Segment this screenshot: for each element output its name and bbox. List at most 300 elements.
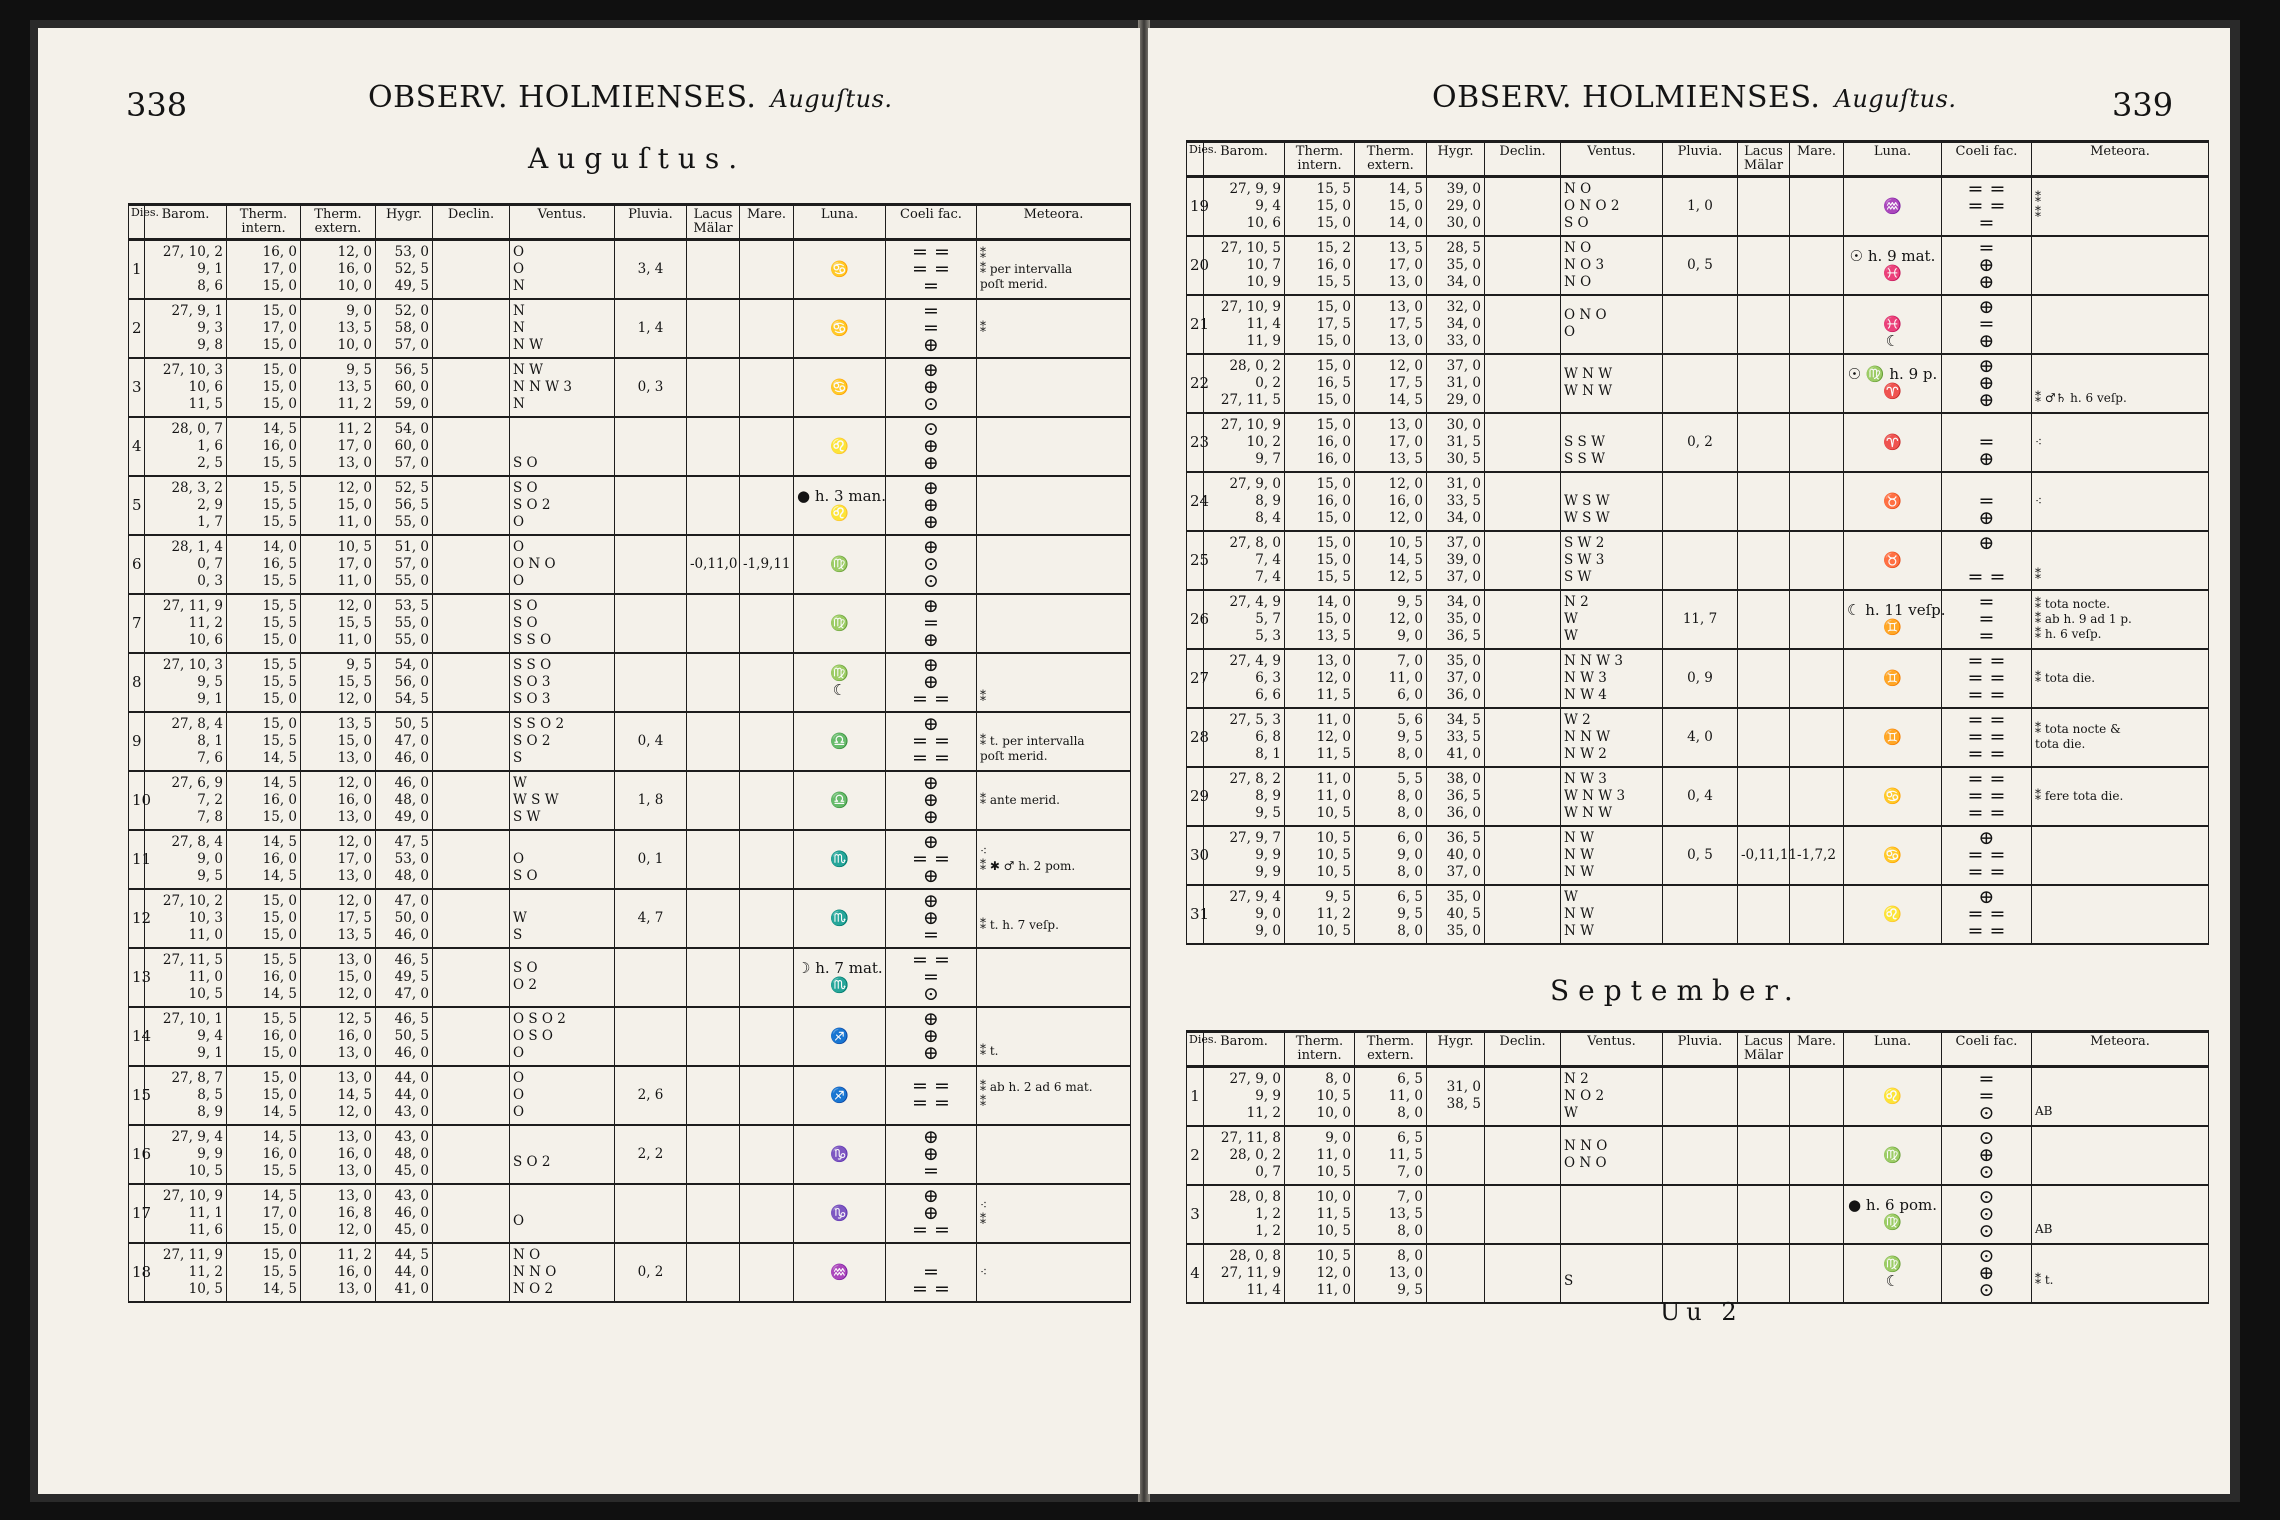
declin-cell	[1485, 767, 1561, 826]
header-mare: Mare.	[1790, 1032, 1844, 1067]
mare-cell	[740, 889, 794, 948]
mare-cell	[740, 771, 794, 830]
therm-intern-cell: 15, 0 15, 0 15, 5	[1285, 531, 1355, 590]
therm-extern-cell: 13, 0 17, 5 13, 0	[1355, 295, 1427, 354]
header-coeli: Coeli fac.	[1942, 1032, 2032, 1067]
lacus-cell	[1738, 885, 1790, 944]
header-lacus: Lacus Mälar	[1738, 1032, 1790, 1067]
luna-cell: ☽ h. 7 mat. ♏	[794, 948, 886, 1007]
ventus-cell: O S O	[510, 830, 615, 889]
mare-cell	[740, 417, 794, 476]
therm-intern-cell: 9, 0 11, 0 10, 5	[1285, 1126, 1355, 1185]
table-row	[129, 240, 1131, 299]
luna-cell: ♍ ☾	[794, 653, 886, 712]
pluvia-cell: 0, 2	[1663, 413, 1738, 472]
mare-cell	[1790, 1185, 1844, 1244]
hygr-cell: 52, 0 58, 0 57, 0	[376, 299, 433, 358]
luna-cell: ♋	[1844, 767, 1942, 826]
table-row	[1187, 354, 2209, 413]
pluvia-cell	[615, 594, 687, 653]
ventus-cell: W 2 N N W N W 2	[1561, 708, 1663, 767]
declin-cell	[433, 830, 510, 889]
header-barom: Barom.	[145, 205, 227, 240]
mare-cell	[740, 830, 794, 889]
meteora-cell: ⁑ ♂♄ h. 6 veſp.	[2032, 354, 2209, 413]
meteora-cell: ⁑ tota die.	[2032, 649, 2209, 708]
luna-cell: ♍	[794, 594, 886, 653]
lacus-cell	[1738, 1067, 1790, 1126]
coeli-cell: ⊕ = =	[1942, 531, 2032, 590]
hygr-cell: 34, 5 33, 5 41, 0	[1427, 708, 1485, 767]
barom-cell: 27, 11, 8 28, 0, 2 0, 7	[1204, 1126, 1285, 1185]
pluvia-cell	[615, 1184, 687, 1243]
hygr-cell: 54, 0 56, 0 54, 5	[376, 653, 433, 712]
meteora-cell: ⁑	[977, 653, 1131, 712]
barom-cell: 27, 11, 9 11, 2 10, 5	[145, 1243, 227, 1302]
ventus-cell: S S W S S W	[1561, 413, 1663, 472]
coeli-cell: ⊕ = = = =	[886, 712, 977, 771]
lacus-cell	[687, 830, 740, 889]
meteora-cell: ⁖	[977, 1243, 1131, 1302]
barom-cell: 27, 9, 0 8, 9 8, 4	[1204, 472, 1285, 531]
therm-extern-cell: 10, 5 14, 5 12, 5	[1355, 531, 1427, 590]
coeli-cell: ⊕ = = = =	[1942, 885, 2032, 944]
table-row	[129, 594, 1131, 653]
barom-cell: 27, 10, 1 9, 4 9, 1	[145, 1007, 227, 1066]
lacus-cell: -0,11,11	[1738, 826, 1790, 885]
pluvia-cell	[1663, 354, 1738, 413]
dies-cell: 25	[1187, 531, 1204, 590]
mare-cell	[1790, 767, 1844, 826]
dies-cell: 3	[1187, 1185, 1204, 1244]
meteora-cell: ⁑ tota nocte. ⁑ ab h. 9 ad 1 p. ⁑ h. 6 veſp.	[2032, 590, 2209, 649]
header-declin: Declin.	[433, 205, 510, 240]
barom-cell: 27, 4, 9 5, 7 5, 3	[1204, 590, 1285, 649]
ventus-cell: O S O 2 O S O O	[510, 1007, 615, 1066]
header-coeli: Coeli fac.	[886, 205, 977, 240]
hygr-cell: 53, 0 52, 5 49, 5	[376, 240, 433, 299]
therm-extern-cell: 12, 0 16, 0 10, 0	[301, 240, 376, 299]
header-pluvia: Pluvia.	[1663, 142, 1738, 177]
dies-cell: 3	[129, 358, 145, 417]
pluvia-cell: 11, 7	[1663, 590, 1738, 649]
mare-cell	[740, 476, 794, 535]
luna-cell: ● h. 3 man. ♌	[794, 476, 886, 535]
dies-cell: 1	[129, 240, 145, 299]
mare-cell	[740, 1066, 794, 1125]
declin-cell	[1485, 1244, 1561, 1303]
pluvia-cell: 1, 0	[1663, 177, 1738, 236]
table-row	[1187, 413, 2209, 472]
luna-cell: ♋	[794, 299, 886, 358]
luna-cell: ♋	[794, 358, 886, 417]
pluvia-cell	[1663, 1244, 1738, 1303]
ventus-cell: N N W 3 N W 3 N W 4	[1561, 649, 1663, 708]
coeli-cell: ⊕ = ⊕	[1942, 295, 2032, 354]
pluvia-cell: 0, 9	[1663, 649, 1738, 708]
therm-intern-cell: 11, 0 11, 0 10, 5	[1285, 767, 1355, 826]
therm-intern-cell: 14, 5 16, 0 15, 5	[227, 1125, 301, 1184]
declin-cell	[1485, 413, 1561, 472]
header-pluvia: Pluvia.	[615, 205, 687, 240]
mare-cell	[740, 299, 794, 358]
table-row	[1187, 531, 2209, 590]
dies-cell: 28	[1187, 708, 1204, 767]
therm-extern-cell: 5, 6 9, 5 8, 0	[1355, 708, 1427, 767]
declin-cell	[433, 240, 510, 299]
dies-cell: 15	[129, 1066, 145, 1125]
meteora-cell: ⁑ t.	[977, 1007, 1131, 1066]
barom-cell: 28, 0, 2 0, 2 27, 11, 5	[1204, 354, 1285, 413]
dies-cell: 17	[129, 1184, 145, 1243]
therm-extern-cell: 13, 0 14, 5 12, 0	[301, 1066, 376, 1125]
therm-intern-cell: 15, 5 16, 0 14, 5	[227, 948, 301, 1007]
therm-intern-cell: 15, 0 16, 5 15, 0	[1285, 354, 1355, 413]
lacus-cell	[1738, 354, 1790, 413]
coeli-cell: = ⊕	[1942, 472, 2032, 531]
pluvia-cell	[1663, 1126, 1738, 1185]
meteora-cell	[2032, 1126, 2209, 1185]
dies-cell: 4	[1187, 1244, 1204, 1303]
meteora-cell: ⁑ ⁑ per intervalla poſt merid.	[977, 240, 1131, 299]
barom-cell: 27, 9, 1 9, 3 9, 8	[145, 299, 227, 358]
hygr-cell: 44, 5 44, 0 41, 0	[376, 1243, 433, 1302]
mare-cell	[1790, 472, 1844, 531]
mare-cell	[740, 653, 794, 712]
lacus-cell	[687, 1125, 740, 1184]
dies-cell: 4	[129, 417, 145, 476]
table-row	[1187, 472, 2209, 531]
coeli-cell: ⊕ ⊕ ⊕	[886, 771, 977, 830]
hygr-cell: 32, 0 34, 0 33, 0	[1427, 295, 1485, 354]
luna-cell: ♌	[794, 417, 886, 476]
coeli-cell: = = = = = =	[1942, 649, 2032, 708]
lacus-cell	[1738, 472, 1790, 531]
hygr-cell: 43, 0 48, 0 45, 0	[376, 1125, 433, 1184]
mare-cell	[1790, 236, 1844, 295]
ventus-cell: N 2 N O 2 W	[1561, 1067, 1663, 1126]
therm-intern-cell: 15, 0 15, 0 15, 0	[227, 889, 301, 948]
hygr-cell: 51, 0 57, 0 55, 0	[376, 535, 433, 594]
dies-cell: 14	[129, 1007, 145, 1066]
lacus-cell	[687, 948, 740, 1007]
header-mare: Mare.	[1790, 142, 1844, 177]
barom-cell: 27, 8, 4 8, 1 7, 6	[145, 712, 227, 771]
table-row	[129, 1184, 1131, 1243]
header-pluvia: Pluvia.	[1663, 1032, 1738, 1067]
hygr-cell: 37, 0 31, 0 29, 0	[1427, 354, 1485, 413]
luna-cell: ♊	[1844, 708, 1942, 767]
mare-cell	[740, 1243, 794, 1302]
ventus-cell: S S O 2 S O 2 S	[510, 712, 615, 771]
luna-cell: ♐	[794, 1007, 886, 1066]
pluvia-cell	[1663, 1067, 1738, 1126]
table-row	[129, 830, 1131, 889]
lacus-cell	[1738, 1244, 1790, 1303]
declin-cell	[1485, 1126, 1561, 1185]
header-ventus: Ventus.	[1561, 142, 1663, 177]
meteora-cell: AB	[2032, 1067, 2209, 1126]
mare-cell	[1790, 649, 1844, 708]
declin-cell	[433, 1125, 510, 1184]
luna-cell: ♒	[794, 1243, 886, 1302]
therm-extern-cell: 14, 5 15, 0 14, 0	[1355, 177, 1427, 236]
therm-intern-cell: 15, 5 15, 5 15, 0	[227, 653, 301, 712]
pluvia-cell	[1663, 1185, 1738, 1244]
pluvia-cell	[615, 1007, 687, 1066]
barom-cell: 27, 10, 2 9, 1 8, 6	[145, 240, 227, 299]
lacus-cell	[1738, 708, 1790, 767]
table-row	[129, 476, 1131, 535]
coeli-cell: ⊙ ⊕ ⊙	[1942, 1126, 2032, 1185]
barom-cell: 27, 5, 3 6, 8 8, 1	[1204, 708, 1285, 767]
lacus-cell	[1738, 1185, 1790, 1244]
hygr-cell: 56, 5 60, 0 59, 0	[376, 358, 433, 417]
barom-cell: 28, 0, 7 1, 6 2, 5	[145, 417, 227, 476]
header-therm-extern: Therm. extern.	[1355, 1032, 1427, 1067]
pluvia-cell: 0, 3	[615, 358, 687, 417]
mare-cell	[740, 358, 794, 417]
therm-intern-cell: 14, 5 16, 0 15, 0	[227, 771, 301, 830]
therm-extern-cell: 6, 0 9, 0 8, 0	[1355, 826, 1427, 885]
barom-cell: 28, 0, 8 1, 2 1, 2	[1204, 1185, 1285, 1244]
hygr-cell: 31, 0 38, 5	[1427, 1067, 1485, 1126]
lacus-cell	[687, 1007, 740, 1066]
hygr-cell	[1427, 1185, 1485, 1244]
therm-intern-cell: 15, 0 17, 0 15, 0	[227, 299, 301, 358]
pluvia-cell	[615, 653, 687, 712]
luna-cell: ☉ h. 9 mat. ♓	[1844, 236, 1942, 295]
therm-extern-cell: 13, 5 15, 0 13, 0	[301, 712, 376, 771]
header-ventus: Ventus.	[1561, 1032, 1663, 1067]
table-row	[129, 712, 1131, 771]
ventus-cell: S O S O 2 O	[510, 476, 615, 535]
pluvia-cell	[615, 476, 687, 535]
dies-cell: 26	[1187, 590, 1204, 649]
hygr-cell: 54, 0 60, 0 57, 0	[376, 417, 433, 476]
lacus-cell	[687, 417, 740, 476]
coeli-cell: ⊕ ⊕ =	[886, 889, 977, 948]
table-row	[129, 417, 1131, 476]
hygr-cell: 44, 0 44, 0 43, 0	[376, 1066, 433, 1125]
meteora-cell	[977, 476, 1131, 535]
therm-extern-cell: 13, 0 15, 0 12, 0	[301, 948, 376, 1007]
ventus-cell: W S	[510, 889, 615, 948]
coeli-cell: ⊕ ⊕ = =	[886, 653, 977, 712]
pluvia-cell	[1663, 295, 1738, 354]
therm-intern-cell: 16, 0 17, 0 15, 0	[227, 240, 301, 299]
meteora-cell	[977, 594, 1131, 653]
table-row	[1187, 708, 2209, 767]
therm-intern-cell: 15, 5 15, 5 15, 5	[227, 476, 301, 535]
meteora-cell	[977, 1125, 1131, 1184]
therm-extern-cell: 6, 5 9, 5 8, 0	[1355, 885, 1427, 944]
observation-table-september	[1186, 1030, 2209, 1304]
luna-cell: ♐	[794, 1066, 886, 1125]
coeli-cell: ⊙ ⊙ ⊙	[1942, 1185, 2032, 1244]
therm-extern-cell: 12, 5 16, 0 13, 0	[301, 1007, 376, 1066]
pluvia-cell: 3, 4	[615, 240, 687, 299]
therm-extern-cell: 7, 0 11, 0 6, 0	[1355, 649, 1427, 708]
therm-intern-cell: 15, 5 15, 0 15, 0	[1285, 177, 1355, 236]
lacus-cell	[1738, 177, 1790, 236]
therm-intern-cell: 8, 0 10, 5 10, 0	[1285, 1067, 1355, 1126]
lacus-cell: -0,11,0	[687, 535, 740, 594]
dies-cell: 24	[1187, 472, 1204, 531]
barom-cell: 27, 4, 9 6, 3 6, 6	[1204, 649, 1285, 708]
declin-cell	[433, 476, 510, 535]
table-row	[1187, 1244, 2209, 1303]
lacus-cell	[687, 358, 740, 417]
hygr-cell: 34, 0 35, 0 36, 5	[1427, 590, 1485, 649]
meteora-cell	[977, 535, 1131, 594]
mare-cell: -1,7,2	[1790, 826, 1844, 885]
luna-cell: ♍ ☾	[1844, 1244, 1942, 1303]
mare-cell	[1790, 177, 1844, 236]
hygr-cell: 53, 5 55, 0 55, 0	[376, 594, 433, 653]
dies-cell: 29	[1187, 767, 1204, 826]
meteora-cell: ⁑ ⁑	[2032, 177, 2209, 236]
pluvia-cell: 2, 2	[615, 1125, 687, 1184]
hygr-cell: 47, 5 53, 0 48, 0	[376, 830, 433, 889]
pluvia-cell: 0, 2	[615, 1243, 687, 1302]
declin-cell	[433, 417, 510, 476]
hygr-cell: 38, 0 36, 5 36, 0	[1427, 767, 1485, 826]
therm-extern-cell: 9, 5 13, 5 11, 2	[301, 358, 376, 417]
header-hygr: Hygr.	[376, 205, 433, 240]
therm-extern-cell: 12, 0 17, 0 13, 0	[301, 830, 376, 889]
hygr-cell	[1427, 1126, 1485, 1185]
signature-mark: Uu 2	[1660, 1298, 1743, 1326]
hygr-cell: 39, 0 29, 0 30, 0	[1427, 177, 1485, 236]
ventus-cell: O O N	[510, 240, 615, 299]
dies-cell: 10	[129, 771, 145, 830]
header-therm-extern: Therm. extern.	[1355, 142, 1427, 177]
ventus-cell: N W N N W 3 N	[510, 358, 615, 417]
meteora-cell	[977, 358, 1131, 417]
luna-cell: ♌	[1844, 1067, 1942, 1126]
header-ventus: Ventus.	[510, 205, 615, 240]
table-row	[129, 889, 1131, 948]
ventus-cell: N 2 W W	[1561, 590, 1663, 649]
coeli-cell: ⊕ ⊕ = =	[886, 1184, 977, 1243]
lacus-cell	[687, 594, 740, 653]
declin-cell	[433, 299, 510, 358]
lacus-cell	[1738, 295, 1790, 354]
header-hygr: Hygr.	[1427, 1032, 1485, 1067]
pluvia-cell	[1663, 885, 1738, 944]
header-therm-extern: Therm. extern.	[301, 205, 376, 240]
hygr-cell: 46, 5 49, 5 47, 0	[376, 948, 433, 1007]
therm-intern-cell: 15, 2 16, 0 15, 5	[1285, 236, 1355, 295]
lacus-cell	[687, 712, 740, 771]
coeli-cell: ⊕ = = ⊕	[886, 830, 977, 889]
header-hygr: Hygr.	[1427, 142, 1485, 177]
hygr-cell: 46, 5 50, 5 46, 0	[376, 1007, 433, 1066]
ventus-cell: W S W W S W	[1561, 472, 1663, 531]
barom-cell: 27, 11, 9 11, 2 10, 6	[145, 594, 227, 653]
therm-extern-cell: 12, 0 16, 0 12, 0	[1355, 472, 1427, 531]
meteora-cell	[977, 948, 1131, 1007]
meteora-cell: ⁑	[2032, 531, 2209, 590]
luna-cell: ♋	[794, 240, 886, 299]
therm-extern-cell: 12, 0 16, 0 13, 0	[301, 771, 376, 830]
pluvia-cell: 2, 6	[615, 1066, 687, 1125]
luna-cell: ♒	[1844, 177, 1942, 236]
dies-cell: 7	[129, 594, 145, 653]
barom-cell: 27, 9, 9 9, 4 10, 6	[1204, 177, 1285, 236]
coeli-cell: = = = = = =	[1942, 767, 2032, 826]
pluvia-cell: 0, 4	[615, 712, 687, 771]
mare-cell	[1790, 1244, 1844, 1303]
meteora-cell	[2032, 826, 2209, 885]
header-dies: Dies.	[1187, 142, 1204, 177]
header-therm-intern: Therm. intern.	[227, 205, 301, 240]
dies-cell: 22	[1187, 354, 1204, 413]
barom-cell: 27, 6, 9 7, 2 7, 8	[145, 771, 227, 830]
table-row	[1187, 1126, 2209, 1185]
hygr-cell	[1427, 1244, 1485, 1303]
hygr-cell: 35, 0 40, 5 35, 0	[1427, 885, 1485, 944]
table-row	[129, 771, 1131, 830]
luna-cell: ☉ ♍ h. 9 p. ♈	[1844, 354, 1942, 413]
luna-cell: ♈	[1844, 413, 1942, 472]
ventus-cell: O N O O	[1561, 295, 1663, 354]
mare-cell	[1790, 590, 1844, 649]
dies-cell: 31	[1187, 885, 1204, 944]
mare-cell	[1790, 708, 1844, 767]
barom-cell: 27, 9, 0 9, 9 11, 2	[1204, 1067, 1285, 1126]
dies-cell: 8	[129, 653, 145, 712]
header-coeli: Coeli fac.	[1942, 142, 2032, 177]
ventus-cell: N N O O N O	[1561, 1126, 1663, 1185]
declin-cell	[433, 771, 510, 830]
meteora-cell: ⁖ ⁑	[977, 1184, 1131, 1243]
barom-cell: 27, 8, 0 7, 4 7, 4	[1204, 531, 1285, 590]
header-declin: Declin.	[1485, 1032, 1561, 1067]
mare-cell	[1790, 413, 1844, 472]
dies-cell: 12	[129, 889, 145, 948]
declin-cell	[433, 948, 510, 1007]
pluvia-cell	[1663, 531, 1738, 590]
barom-cell: 27, 10, 5 10, 7 10, 9	[1204, 236, 1285, 295]
pluvia-cell: 1, 8	[615, 771, 687, 830]
lacus-cell	[687, 240, 740, 299]
pluvia-cell: 0, 1	[615, 830, 687, 889]
dies-cell: 21	[1187, 295, 1204, 354]
declin-cell	[433, 1007, 510, 1066]
mare-cell	[1790, 354, 1844, 413]
therm-intern-cell: 10, 0 11, 5 10, 5	[1285, 1185, 1355, 1244]
right-page	[1148, 28, 2230, 1494]
declin-cell	[1485, 354, 1561, 413]
page-number: 339	[2112, 86, 2174, 124]
meteora-cell: ⁖	[2032, 413, 2209, 472]
header-luna: Luna.	[1844, 142, 1942, 177]
ventus-cell: N N N W	[510, 299, 615, 358]
declin-cell	[1485, 1185, 1561, 1244]
therm-intern-cell: 14, 5 16, 0 15, 5	[227, 417, 301, 476]
therm-extern-cell: 13, 0 17, 0 13, 5	[1355, 413, 1427, 472]
observation-table-augustus-continued	[1186, 140, 2209, 945]
pluvia-cell: 0, 5	[1663, 236, 1738, 295]
table-row	[1187, 649, 2209, 708]
mare-cell	[740, 240, 794, 299]
section-title: Auguſtus.	[528, 142, 747, 175]
mare-cell	[1790, 885, 1844, 944]
barom-cell: 27, 10, 3 9, 5 9, 1	[145, 653, 227, 712]
dies-cell: 6	[129, 535, 145, 594]
